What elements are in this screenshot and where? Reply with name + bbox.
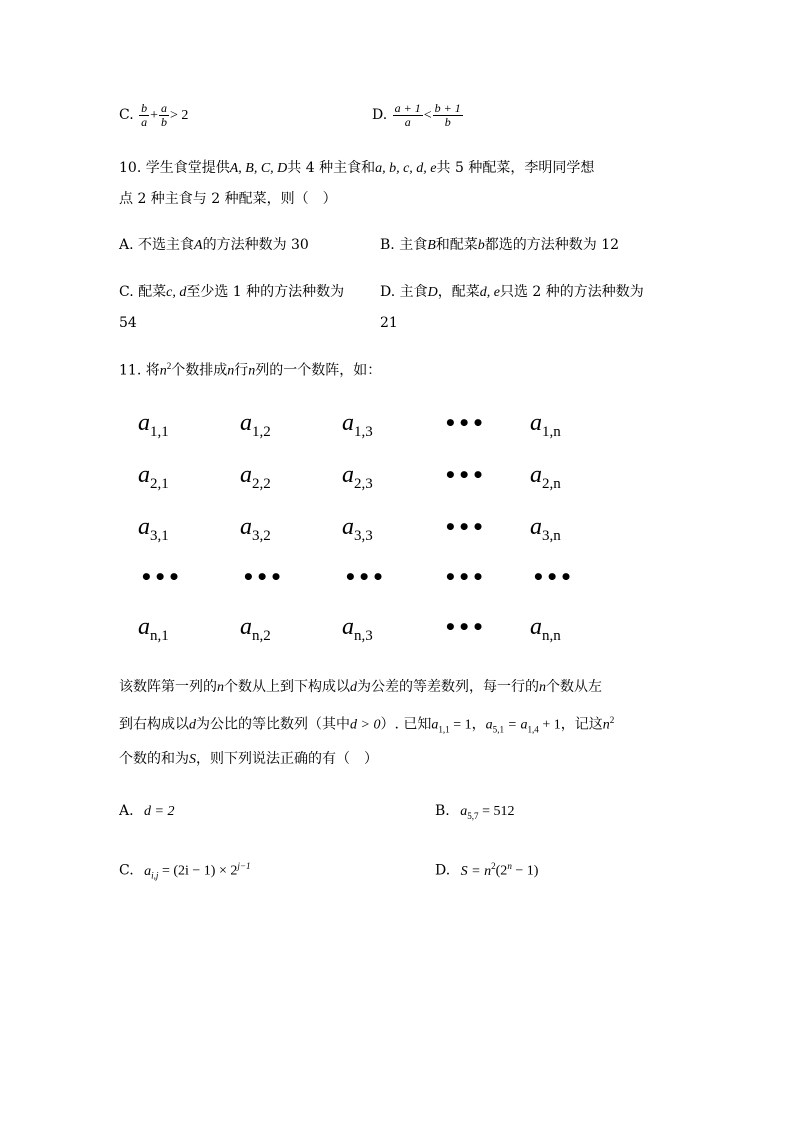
q10-option-d: D. 主食D，配菜d, e只选 2 种的方法种数为: [380, 284, 644, 300]
matrix-ellipsis: •••: [444, 463, 486, 487]
matrix-cell: $a_{3,n}$: [530, 514, 561, 544]
q10-option-b: B. 主食B和配菜b都选的方法种数为 12: [380, 237, 620, 253]
matrix-cell: $a_{n,n}$: [530, 614, 561, 644]
q11-option-d: D. $S = n^2(2^n - 1)$: [435, 861, 539, 879]
q11-body-line1: 该数阵第一列的n个数从上到下构成以d为公差的等差数列，每一行的n个数从左: [119, 679, 602, 695]
q9-option-c-relation: > 2: [170, 108, 189, 124]
q11-option-a: A. d = 2: [119, 803, 175, 819]
matrix-ellipsis: •••: [444, 615, 486, 639]
q11-body-line3: 个数的和为S，则下列说法正确的有（ ）: [119, 751, 378, 767]
matrix-ellipsis: •••: [444, 515, 486, 539]
q9-option-c: C. $\frac{b}{a}$ + $\frac{a}{b}$ > 2: [119, 101, 189, 129]
q9-option-d: D. $\frac{a + 1}{a}$ < $\frac{b + 1}{b}$: [372, 101, 461, 129]
matrix-cell: $a_{2,n}$: [530, 462, 561, 492]
q9-option-d-frac1: $\frac{a + 1}{a}$: [394, 101, 421, 129]
matrix-cell: $a_{n,2}$: [240, 614, 271, 644]
q11-intro: 11. 将$n^2$个数排成n行n列的一个数阵，如：: [119, 361, 382, 379]
q9-option-d-frac2: $\frac{b + 1}{b}$: [434, 101, 461, 129]
matrix-cell: $a_{3,2}$: [240, 514, 271, 544]
matrix-cell: $a_{2,1}$: [138, 462, 169, 492]
matrix-ellipsis: •••: [242, 565, 284, 589]
q9-option-d-label: D.: [372, 107, 388, 124]
matrix-ellipsis: •••: [444, 411, 486, 435]
q9-option-c-frac2: $\frac{a}{b}$: [161, 101, 168, 129]
q10-option-d-value: 21: [380, 315, 398, 331]
matrix-cell: $a_{1,2}$: [240, 410, 271, 440]
matrix-cell: $a_{n,1}$: [138, 614, 169, 644]
q10-stem-line2: 点 2 种主食与 2 种配菜，则（ ）: [119, 191, 337, 207]
matrix-ellipsis: •••: [344, 565, 386, 589]
matrix-cell: $a_{n,3}$: [342, 614, 373, 644]
q9-option-c-frac1: $\frac{b}{a}$: [141, 101, 148, 129]
matrix-ellipsis: •••: [444, 565, 486, 589]
q9-option-c-label: C.: [119, 107, 134, 124]
q10-option-c-value: 54: [119, 315, 137, 331]
matrix-cell: $a_{1,n}$: [530, 410, 561, 440]
q11-option-b: B. $a_{5,7} = 512$: [435, 803, 515, 821]
q11-body-line2: 到右构成以d为公比的等比数列（其中d > 0）. 已知$a_{1,1} = 1$，$a_{5,1} = a_{1,4} + 1$，记这$n^2$: [119, 715, 615, 735]
q10-stem-line1: 10. 学生食堂提供A, B, C, D共 4 种主食和a, b, c, d, e共 5 种配菜，李明同学想: [119, 160, 595, 176]
matrix-cell: $a_{1,1}$: [138, 410, 169, 440]
matrix-cell: $a_{2,2}$: [240, 462, 271, 492]
q11-option-c: C. $a_{i,j} = (2i - 1) \times 2^{j-1}$: [119, 861, 251, 881]
q10-option-a: A. 不选主食A的方法种数为 30: [119, 237, 309, 253]
matrix-cell: $a_{3,1}$: [138, 514, 169, 544]
matrix-ellipsis: •••: [532, 565, 574, 589]
matrix-cell: $a_{3,3}$: [342, 514, 373, 544]
matrix-ellipsis: •••: [140, 565, 182, 589]
matrix-cell: $a_{2,3}$: [342, 462, 373, 492]
q10-option-c: C. 配菜c, d至少选 1 种的方法种数为: [119, 284, 345, 300]
matrix-cell: $a_{1,3}$: [342, 410, 373, 440]
